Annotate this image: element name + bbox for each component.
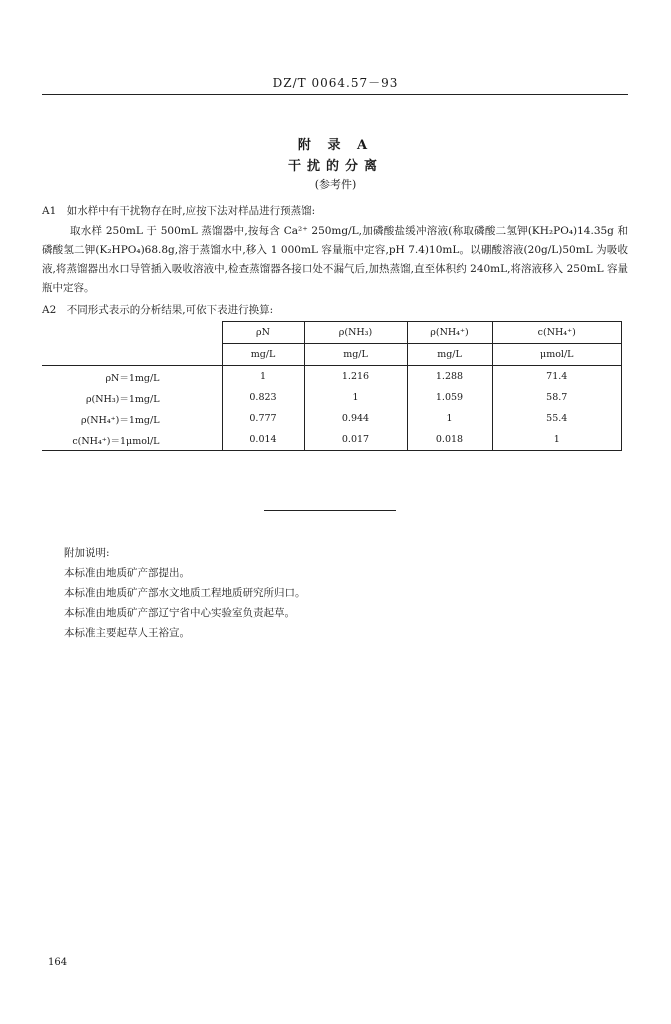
additional-notes	[64, 543, 306, 643]
table-row	[42, 429, 622, 451]
table-row	[42, 366, 622, 388]
page-number: 164	[48, 957, 68, 968]
column-unit: mg/L	[304, 344, 407, 366]
table-cell: 0.014	[222, 429, 304, 451]
appendix-title: 附 录 A	[297, 138, 374, 153]
column-header: ρ(NH₃)	[304, 322, 407, 344]
clause-a1-lead: A1 如水样中有干扰物存在时,应按下法对样品进行预蒸馏:	[42, 205, 316, 217]
notes-line: 本标准由地质矿产部提出。	[64, 567, 190, 579]
column-unit: μmol/L	[492, 344, 622, 366]
table-row	[42, 408, 622, 429]
column-unit: mg/L	[407, 344, 492, 366]
row-label: ρ(NH₄⁺)＝1mg/L	[80, 414, 160, 426]
notes-line: 本标准主要起草人王裕宣。	[64, 627, 190, 639]
appendix-note: (参考件)	[314, 178, 357, 191]
appendix-subtitle: 干扰的分离	[287, 159, 383, 174]
column-header: c(NH₄⁺)	[492, 322, 622, 344]
table-cell: 1	[304, 387, 407, 408]
notes-title: 附加说明:	[64, 547, 110, 559]
column-header: ρN	[222, 322, 304, 344]
table-cell: 0.018	[407, 429, 492, 451]
row-label: c(NH₄⁺)＝1μmol/L	[42, 429, 222, 451]
row-label: ρN＝1mg/L	[42, 366, 222, 388]
column-unit: mg/L	[222, 344, 304, 366]
table-cell: 1	[222, 366, 304, 388]
notes-line: 本标准由地质矿产部辽宁省中心实验室负责起草。	[64, 607, 295, 619]
column-header: ρ(NH₄⁺)	[407, 322, 492, 344]
table-cell: 0.944	[304, 408, 407, 429]
table-cell: 0.017	[304, 429, 407, 451]
standard-code: DZ/T 0064.57－93	[272, 76, 399, 90]
clause-a2-lead: A2 不同形式表示的分析结果,可依下表进行换算:	[42, 304, 274, 316]
table-cell: 0.823	[222, 387, 304, 408]
table-header-row	[42, 322, 622, 344]
table-row	[42, 387, 622, 408]
table-cell: 71.4	[492, 366, 622, 388]
table-cell: 1.059	[407, 387, 492, 408]
table-unit-row	[42, 344, 622, 366]
table-cell: 1.288	[407, 366, 492, 388]
end-rule	[264, 510, 396, 511]
table-cell: 1.216	[304, 366, 407, 388]
header-rule	[42, 94, 628, 95]
table-cell: 55.4	[492, 408, 622, 429]
table-cell: 0.777	[222, 408, 304, 429]
conversion-table	[42, 321, 622, 451]
notes-line: 本标准由地质矿产部水文地质工程地质研究所归口。	[64, 587, 306, 599]
table-cell: 58.7	[492, 387, 622, 408]
table-cell: 1	[492, 429, 622, 451]
table-cell: 1	[407, 408, 492, 429]
row-label: ρ(NH₃)＝1mg/L	[85, 393, 160, 405]
clause-a1-body: 取水样 250mL 于 500mL 蒸馏器中,按每含 Ca²⁺ 250mg/L,加磷酸盐缓冲溶液(称取磷酸二氢钾(KH₂PO₄)14.35g 和磷酸氢二钾(K₂HPO₄)68.8g,溶于蒸馏水中,移入 1 000mL 容量瓶中定容,pH 7.4)10mL。以硼酸溶液(20g/L)50mL 为吸收液,将蒸馏器出水口导管插入吸收溶液中,检查蒸馏器各接口处不漏气后,加热蒸馏,直至体积约 240mL,将溶液移入 250mL 容量瓶中定容。	[42, 225, 628, 294]
